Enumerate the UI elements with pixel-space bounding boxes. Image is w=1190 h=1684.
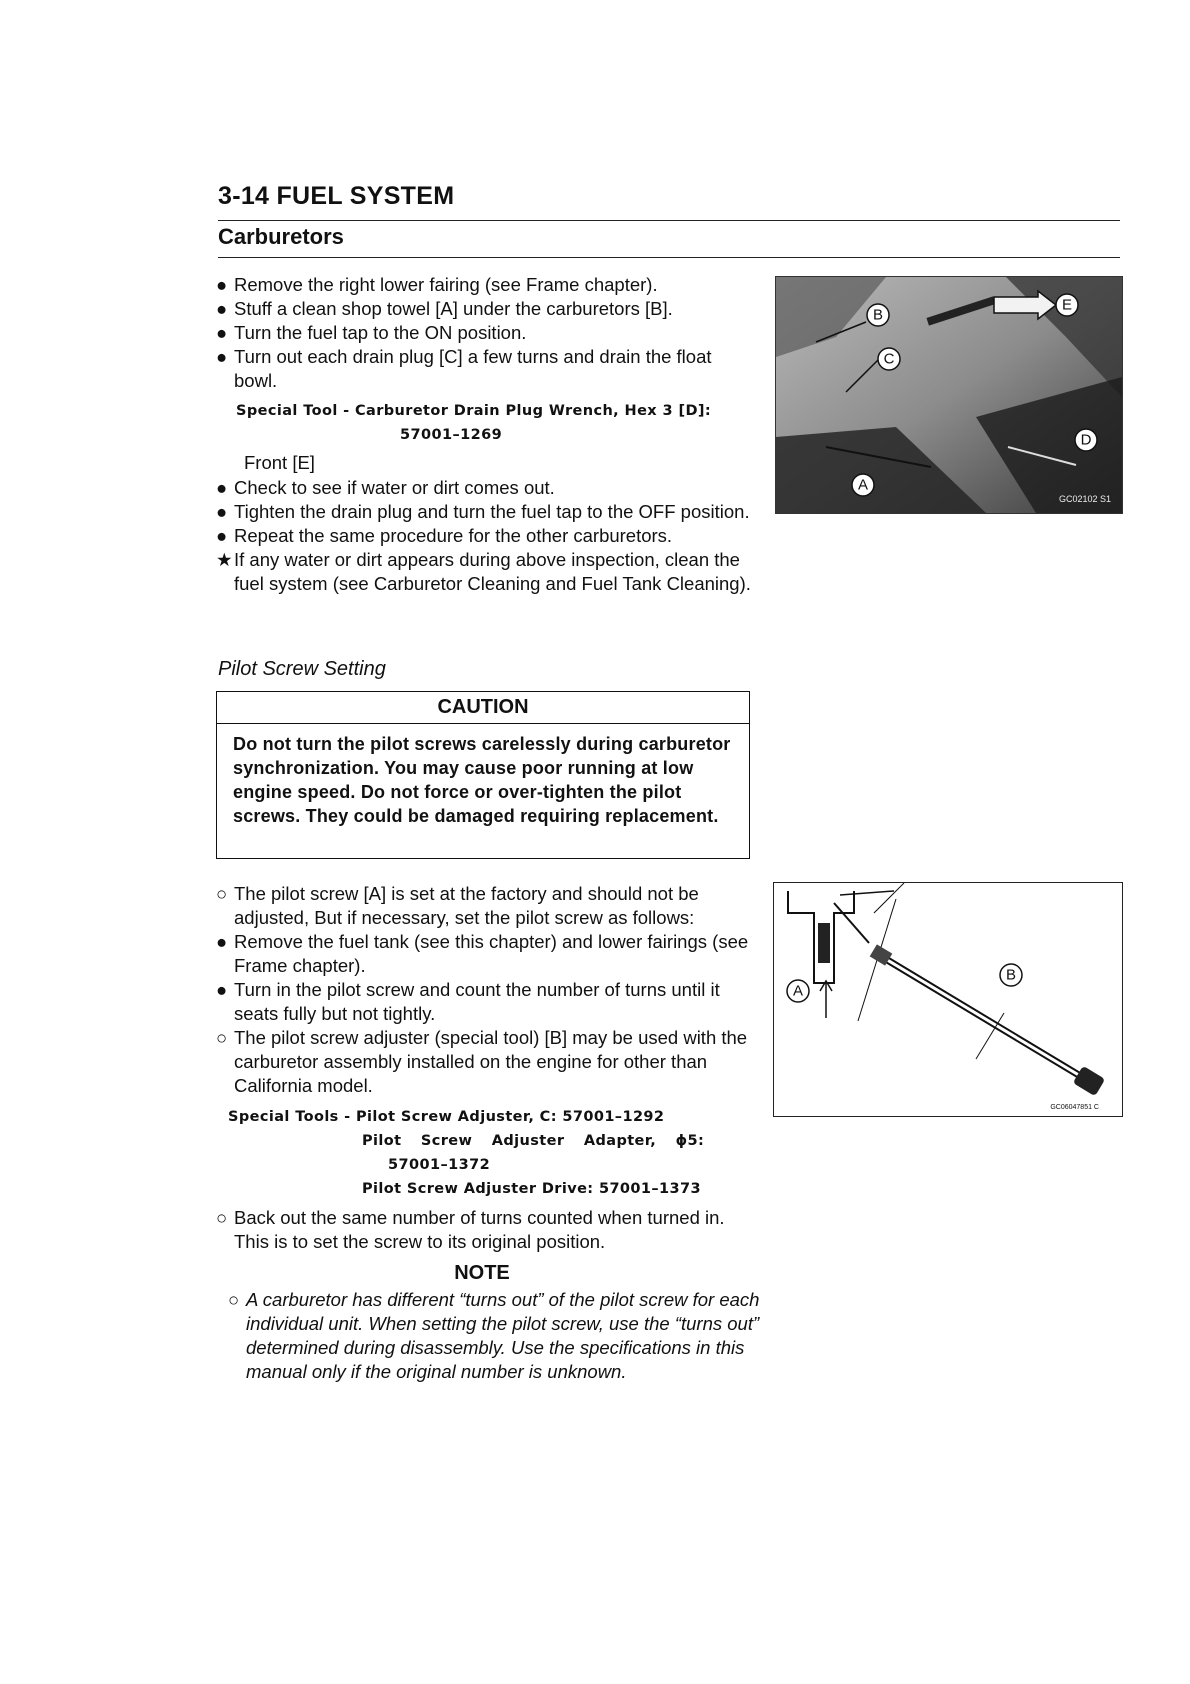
subheading: Pilot Screw Setting <box>218 658 386 680</box>
bullet-icon: ● <box>216 322 228 343</box>
bullet-icon: ● <box>216 274 228 295</box>
list-item: ★ If any water or dirt appears during above inspection, clean the fuel system (see Carburetor Cleaning and Fuel Tank Cleaning). <box>216 549 751 594</box>
figure-photo-drain-plug <box>775 276 1123 514</box>
list-item: ● Remove the fuel tank (see this chapter) and lower fairings (see Frame chapter). <box>216 931 749 976</box>
list-item: ○ Back out the same number of turns counted when turned in. This is to set the screw to its original position. <box>216 1207 725 1252</box>
bullet-icon: ● <box>216 931 228 952</box>
bullet-icon: ● <box>216 525 228 546</box>
hollow-bullet-icon: ○ <box>228 1289 240 1310</box>
figure-pilot-screw-adjuster <box>773 882 1123 1117</box>
svg-text:B: B <box>1005 966 1017 984</box>
steps-list-1 <box>216 273 751 393</box>
page-title: 3-14 FUEL SYSTEM <box>218 182 455 210</box>
star-icon: ★ <box>216 549 233 570</box>
header-divider <box>218 220 1120 221</box>
line-drawing <box>774 883 1122 1116</box>
hollow-bullet-icon: ○ <box>216 1207 228 1228</box>
callout-d-icon <box>1075 429 1097 451</box>
special-tool-line-2: 57001–1269 <box>400 427 503 443</box>
list-item: ● Turn in the pilot screw and count the number of turns until it seats fully but not tightly. <box>216 979 720 1024</box>
caution-title: CAUTION <box>217 692 749 724</box>
svg-text:D: D <box>1080 431 1092 449</box>
list-item: ● Turn out each drain plug [C] a few turns and drain the float bowl. <box>216 346 712 391</box>
note-text: ○ A carburetor has different “turns out” of the pilot screw for each individual unit. When setting the pilot screw, use the “turns out” determined during disassembly. Use the specifications in this manual only if the original number is unknown. <box>228 1289 760 1382</box>
special-tool-line-1: Special Tool - Carburetor Drain Plug Wrench, Hex 3 [D]: <box>236 403 712 419</box>
svg-text:C: C <box>883 350 895 368</box>
steps-list-2 <box>216 476 751 596</box>
steps-list-3 <box>216 882 751 1098</box>
section-title: Carburetors <box>218 224 344 249</box>
photo-illustration <box>776 277 1122 513</box>
list-item: ● Stuff a clean shop towel [A] under the carburetors [B]. <box>216 298 673 319</box>
list-item: ● Repeat the same procedure for the other carburetors. <box>216 525 673 546</box>
callout-a-icon <box>852 474 874 496</box>
hollow-bullet-icon: ○ <box>216 1027 228 1048</box>
front-label: Front [E] <box>244 452 315 473</box>
figure-code: GC02102 S1 <box>1058 494 1111 504</box>
list-item: ○ The pilot screw [A] is set at the factory and should not be adjusted, But if necessary, set the pilot screw as follows: <box>216 883 699 928</box>
steps-list-4 <box>216 1206 751 1254</box>
callout-e-icon <box>1056 294 1078 316</box>
callout-b-icon <box>867 304 889 326</box>
special-tools-line-4: Pilot Screw Adjuster Drive: 57001–1373 <box>362 1181 702 1197</box>
figure-code: GC06047851 C <box>1050 1104 1099 1111</box>
list-item: ● Tighten the drain plug and turn the fuel tap to the OFF position. <box>216 501 750 522</box>
caution-text: Do not turn the pilot screws carelessly during carburetor synchronization. You may cause poor running at low engine speed. Do not force or over-tighten the pilot screws. They could be damaged requiring replacement. <box>233 734 731 826</box>
bullet-icon: ● <box>216 346 228 367</box>
callout-b-icon <box>1000 964 1022 986</box>
bullet-icon: ● <box>216 477 228 498</box>
svg-text:E: E <box>1061 296 1073 314</box>
special-tools-line-2: Pilot Screw Adjuster Adapter, ϕ5: <box>362 1133 705 1149</box>
svg-text:B: B <box>872 306 884 324</box>
callout-a-icon <box>787 980 809 1002</box>
svg-text:A: A <box>792 982 804 1000</box>
bullet-icon: ● <box>216 979 228 1000</box>
special-tools-line-3: 57001–1372 <box>388 1157 491 1173</box>
hollow-bullet-icon: ○ <box>216 883 228 904</box>
list-item: ● Turn the fuel tap to the ON position. <box>216 322 527 343</box>
list-item: ● Remove the right lower fairing (see Frame chapter). <box>216 274 658 295</box>
list-item: ● Check to see if water or dirt comes out. <box>216 477 555 498</box>
callout-c-icon <box>878 348 900 370</box>
section-divider <box>218 257 1120 258</box>
special-tools-line-1: Special Tools - Pilot Screw Adjuster, C: 57001–1292 <box>228 1109 665 1125</box>
note-title: NOTE <box>454 1262 510 1284</box>
caution-box <box>216 691 750 859</box>
bullet-icon: ● <box>216 501 228 522</box>
list-item: ○ The pilot screw adjuster (special tool) [B] may be used with the carburetor assembly installed on the engine for other than California model. <box>216 1027 748 1096</box>
svg-text:A: A <box>857 476 869 494</box>
bullet-icon: ● <box>216 298 228 319</box>
